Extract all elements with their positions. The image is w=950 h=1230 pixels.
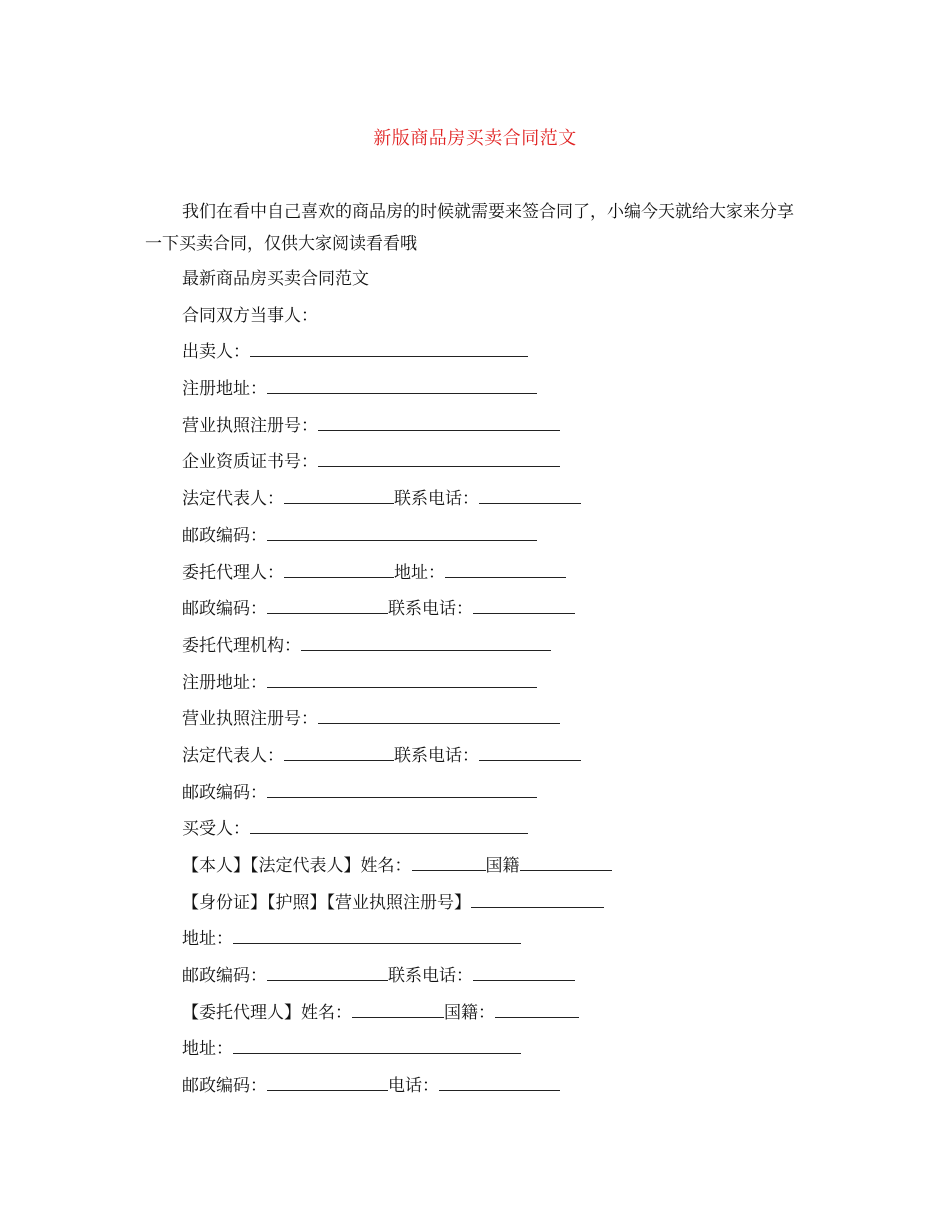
seller-postcode-line [182,521,822,558]
agency-postcode-line [182,778,822,815]
buyer-agent-nationality-label: 国籍： [444,1002,495,1023]
buyer-agent-address-blank[interactable] [233,1036,521,1054]
seller-reg-address-line [182,374,822,411]
seller-legal-rep-blank[interactable] [284,486,394,504]
seller-legal-rep-label: 法定代表人： [182,489,284,510]
agency-reg-address-blank[interactable] [267,670,537,688]
agency-blank[interactable] [301,633,551,651]
seller-agent-postcode-blank[interactable] [267,596,388,614]
subtitle-line [182,264,822,301]
agency-legal-rep-blank[interactable] [284,743,394,761]
buyer-id-type-label: 【身份证】【护照】【营业执照注册号】 [182,892,471,913]
seller-line [182,337,822,374]
buyer-address-line [182,924,822,961]
seller-phone-blank[interactable] [479,486,581,504]
agency-legal-rep-line [182,741,822,778]
buyer-agent-postcode-label: 邮政编码： [182,1076,267,1097]
seller-agent-line [182,558,822,595]
agency-license-blank[interactable] [318,706,560,724]
qualification-label: 企业资质证书号： [182,452,318,473]
buyer-agent-tel-label: 电话： [388,1076,439,1097]
seller-reg-address-label: 注册地址： [182,379,267,400]
agency-label: 委托代理机构： [182,635,301,656]
buyer-agent-address-label: 地址： [182,1039,233,1060]
buyer-nationality-label: 国籍 [485,856,520,876]
buyer-agent-postcode-line [182,1071,822,1108]
document-title: 新版商品房买卖合同范文 [373,128,577,149]
qualification-line [182,447,822,484]
buyer-agent-label: 【委托代理人】姓名： [182,1002,352,1023]
buyer-agent-nationality-blank[interactable] [495,1000,579,1018]
seller-agent-phone-label: 联系电话： [388,599,473,620]
agency-legal-rep-label: 法定代表人： [182,745,284,766]
seller-blank[interactable] [250,339,528,357]
buyer-agent-tel-blank[interactable] [439,1073,560,1091]
buyer-name-blank[interactable] [412,853,486,871]
buyer-label: 买受人： [182,819,250,840]
buyer-agent-address-line [182,1034,822,1071]
parties-heading: 合同双方当事人： [182,305,318,326]
seller-legal-rep-line [182,484,822,521]
buyer-address-blank[interactable] [233,926,521,944]
seller-postcode-label: 邮政编码： [182,525,267,546]
buyer-nationality-blank[interactable] [520,853,612,871]
agency-license-label: 营业执照注册号： [182,709,318,730]
buyer-agent-postcode-blank[interactable] [267,1073,388,1091]
parties-heading-line [182,301,822,338]
buyer-agent-name-blank[interactable] [352,1000,444,1018]
seller-license-blank[interactable] [318,413,560,431]
subtitle: 最新商品房买卖合同范文 [182,269,369,289]
buyer-identity-label: 【本人】【法定代表人】姓名： [182,856,412,876]
seller-license-line [182,411,822,448]
seller-agent-address-blank[interactable] [445,560,566,578]
buyer-postcode-blank[interactable] [267,963,388,981]
seller-agent-address-label: 地址： [394,562,445,583]
agency-phone-blank[interactable] [479,743,581,761]
agency-phone-label: 联系电话： [394,745,479,766]
seller-agent-phone-blank[interactable] [473,596,575,614]
buyer-line [182,814,822,851]
buyer-agent-line [182,998,822,1035]
seller-postcode-blank[interactable] [267,523,537,541]
seller-agent-postcode-line [182,594,822,631]
buyer-postcode-label: 邮政编码： [182,966,267,987]
seller-label: 出卖人： [182,342,250,363]
agency-line [182,631,822,668]
intro-paragraph: 我们在看中自己喜欢的商品房的时候就需要来签合同了，小编今天就给大家来分享一下买卖合同，仅供大家阅读看看哦 [145,202,794,254]
agency-postcode-blank[interactable] [267,780,537,798]
buyer-id-blank[interactable] [471,890,604,908]
qualification-blank[interactable] [318,449,560,467]
agency-postcode-label: 邮政编码： [182,782,267,803]
buyer-phone-blank[interactable] [473,963,575,981]
buyer-identity-line [182,851,822,888]
buyer-postcode-line [182,961,822,998]
contract-fields [182,264,822,1108]
buyer-phone-label: 联系电话： [388,966,473,987]
seller-reg-address-blank[interactable] [267,376,537,394]
seller-agent-label: 委托代理人： [182,562,284,583]
seller-agent-blank[interactable] [284,560,394,578]
agency-license-line [182,704,822,741]
buyer-blank[interactable] [250,816,528,834]
buyer-id-type-line [182,888,822,925]
agency-reg-address-line [182,668,822,705]
seller-license-label: 营业执照注册号： [182,415,318,436]
seller-phone-label: 联系电话： [394,489,479,510]
seller-agent-postcode-label: 邮政编码： [182,599,267,620]
agency-reg-address-label: 注册地址： [182,672,267,693]
buyer-address-label: 地址： [182,929,233,950]
